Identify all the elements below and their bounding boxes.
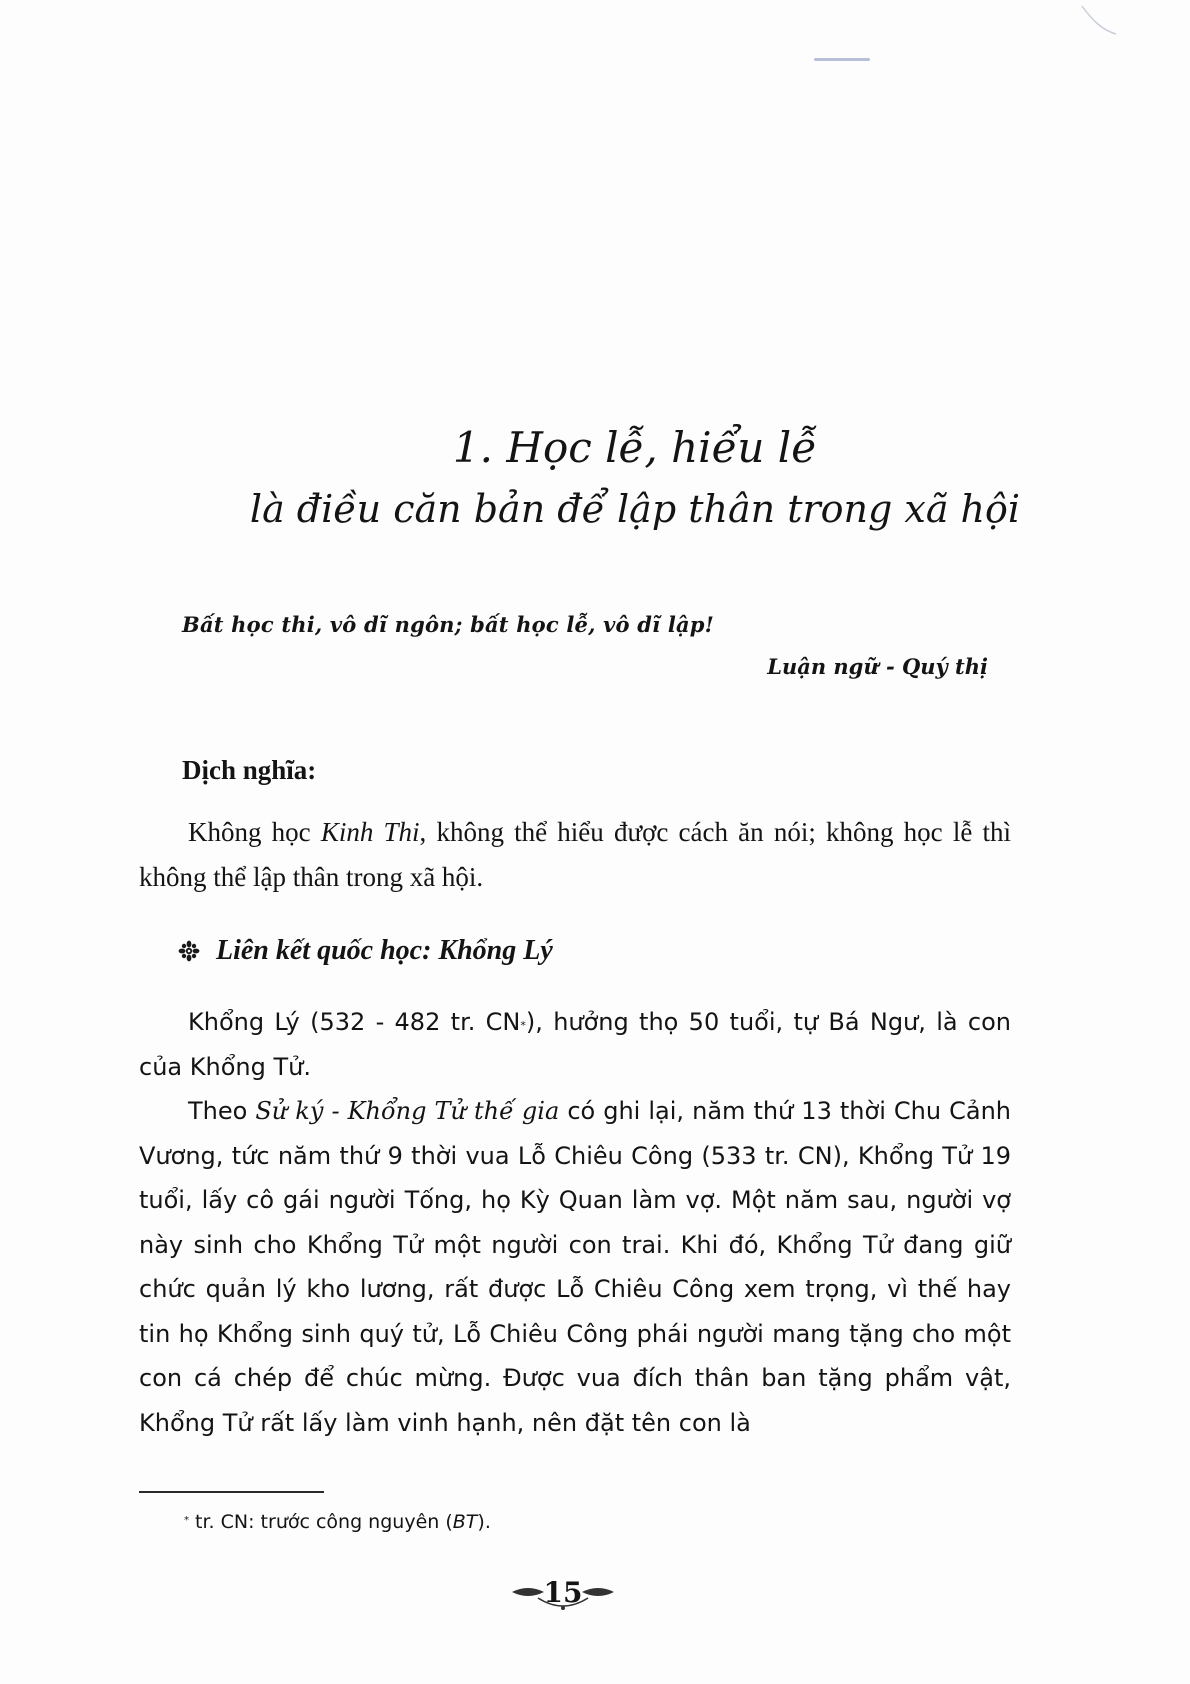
link-heading-text: Liên kết quốc học: Khổng Lý: [216, 935, 553, 966]
p2-text-after: có ghi lại, năm thứ 13 thời Chu Cảnh Vương, tức năm thứ 9 thời vua Lỗ Chiêu Công (533 tr. CN), Khổng Tử 19 tuổi, lấy cô gái người Tống, họ Kỳ Quan làm vợ. Một năm sau, người vợ này sinh cho Khổng Tử một người con trai. Khi đó, Khổng Tử đang giữ chức quản lý kho lương, rất được Lỗ Chiêu Công xem trọng, vì thế hay tin họ Khổng sinh quý tử, Lỗ Chiêu Công phái người mang tặng cho một con cá chép để chúc mừng. Được vua đích thân ban tặng phẩm vật, Khổng Tử rất lấy làm vinh hạnh, nên đặt tên con là: [139, 1097, 1012, 1437]
meaning-paragraph: [139, 810, 1011, 899]
page-number-ornament: [508, 1574, 618, 1614]
meaning-text-before: Không học: [188, 817, 321, 847]
link-heading: [178, 935, 553, 967]
body-text: [139, 1000, 1011, 1445]
body-paragraph-1: [139, 1000, 1011, 1089]
footnote-text-em: BT: [452, 1511, 478, 1533]
chapter-title-line1: 1. Học lễ, hiểu lễ: [452, 423, 818, 472]
footnote-text-before: tr. CN: trước công nguyên (: [189, 1511, 453, 1533]
footnote-text-after: ).: [477, 1511, 491, 1533]
chapter-title-line2: là điều căn bản để lập thân trong xã hội: [249, 487, 1021, 531]
footnote: [184, 1511, 491, 1533]
meaning-heading: Dịch nghĩa:: [182, 755, 317, 785]
footnote-mark: *: [184, 1514, 189, 1526]
epigraph-quote: Bất học thi, vô dĩ ngôn; bất học lễ, vô dĩ lập!: [182, 612, 715, 637]
footnote-divider: [139, 1491, 324, 1493]
page-corner-mark: [1078, 0, 1118, 40]
meaning-text-em: Kinh Thi: [320, 817, 420, 847]
p2-book-title: Sử ký - Khổng Tử thế gia: [255, 1097, 560, 1125]
body-paragraph-2: [139, 1089, 1011, 1445]
p1-text-after: ), hưởng thọ 50 tuổi, tự Bá Ngư, là con của Khổng Tử.: [139, 1008, 1011, 1081]
flower-icon: [178, 940, 200, 962]
page-number: 15: [543, 1576, 583, 1609]
page-top-mark: [814, 58, 870, 61]
chapter-title: [0, 418, 1190, 540]
meaning-text-after: , không thể hiểu được cách ăn nói; không học lễ thì không thể lập thân trong xã hội.: [139, 817, 1012, 892]
p2-text-before: Theo: [188, 1097, 256, 1125]
footnote-marker: *: [520, 1019, 526, 1032]
epigraph-source: Luận ngữ - Quý thị: [767, 654, 988, 679]
p1-text-before: Khổng Lý (532 - 482 tr. CN: [188, 1008, 521, 1036]
